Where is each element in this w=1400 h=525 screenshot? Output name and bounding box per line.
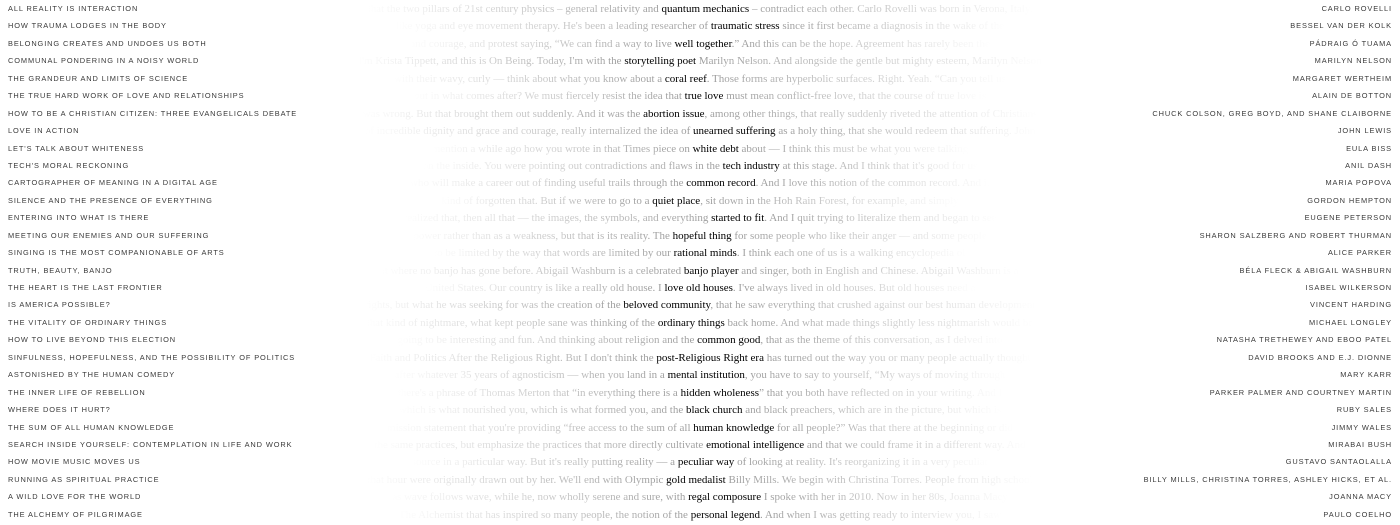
episode-guest[interactable]: RUBY SALES: [1336, 405, 1392, 415]
episode-title[interactable]: SINGING IS THE MOST COMPANIONABLE OF ARTS: [8, 248, 225, 258]
episode-guest[interactable]: MIRABAI BUSH: [1328, 439, 1392, 449]
transcript-excerpt: [0, 72, 1400, 87]
excerpt-before: the same practices, but emphasize the practices that more directly cultivate: [374, 438, 707, 451]
transcript-excerpt: [0, 316, 1400, 331]
excerpt-keyword[interactable]: human knowledge: [693, 421, 775, 434]
episode-row[interactable]: [0, 437, 1400, 454]
episode-row[interactable]: [0, 332, 1400, 349]
episode-title[interactable]: SINFULNESS, HOPEFULNESS, AND THE POSSIBILITY OF POLITICS: [8, 352, 296, 362]
episode-guest[interactable]: PARKER PALMER AND COURTNEY MARTIN: [1209, 387, 1392, 397]
excerpt-before: mission statement that you're providing “free access to the sum of all: [387, 421, 694, 434]
episode-title[interactable]: THE VITALITY OF ORDINARY THINGS: [8, 317, 168, 327]
episode-guest[interactable]: BESSEL VAN DER KOLK: [1290, 21, 1392, 31]
excerpt-after: . And I love this notion of the common record. And it: [755, 177, 990, 190]
episode-title[interactable]: HOW MOVIE MUSIC MOVES US: [8, 457, 141, 467]
episode-title[interactable]: CARTOGRAPHER OF MEANING IN A DIGITAL AGE: [8, 178, 218, 188]
episode-row[interactable]: [0, 228, 1400, 245]
excerpt-before: there's a phrase of Thomas Merton that “in everything there is a: [397, 386, 681, 399]
episode-title[interactable]: THE TRUE HARD WORK OF LOVE AND RELATIONSHIPS: [8, 91, 245, 101]
excerpt-after: has turned out the way you or many people actually thought: [763, 351, 1031, 364]
transcript-excerpt: [0, 368, 1400, 383]
episode-row[interactable]: [0, 88, 1400, 105]
excerpt-after: , among other things, that really suddenly riveted the attention of Christians: [704, 107, 1038, 120]
excerpt-after: , you have to say to yourself, “My ways of moving through: [744, 369, 1006, 382]
excerpt-keyword[interactable]: beloved community: [623, 299, 711, 312]
episode-row[interactable]: [0, 367, 1400, 384]
excerpt-keyword[interactable]: tech industry: [722, 159, 780, 172]
transcript-excerpt: [0, 386, 1400, 401]
episode-guest[interactable]: JIMMY WALES: [1331, 422, 1392, 432]
excerpt-keyword[interactable]: started to fit: [711, 212, 765, 225]
episode-row[interactable]: [0, 472, 1400, 489]
excerpt-keyword[interactable]: well together: [674, 37, 732, 50]
excerpt-after: as a holy thing, that she would redeem that suffering. John: [775, 125, 1036, 138]
excerpt-before: as wave follows wave, while he, now wholly serene and sure, with: [392, 491, 689, 504]
episode-guest[interactable]: MARILYN NELSON: [1314, 56, 1392, 66]
episode-guest[interactable]: MARGARET WERTHEIM: [1292, 73, 1392, 83]
episode-guest[interactable]: DAVID BROOKS AND E.J. DIONNE: [1248, 352, 1392, 362]
excerpt-before: it where no banjo has gone before. Abigail Washburn is a celebrated: [381, 264, 684, 277]
episode-title[interactable]: THE HEART IS THE LAST FRONTIER: [8, 283, 163, 292]
excerpt-after: about — I think this must be what you were talking: [738, 142, 969, 155]
episode-row[interactable]: [0, 263, 1400, 280]
episode-row[interactable]: [0, 350, 1400, 367]
episode-row[interactable]: [0, 36, 1400, 53]
excerpt-before: and courage, and protest saying, “We can find a way to live: [410, 37, 675, 50]
excerpt-after: , that he saw everything that crushed against our best human development: [710, 299, 1036, 312]
excerpt-before: Faith and Politics After the Religious Right. But I don't think the: [369, 351, 657, 364]
episode-guest[interactable]: PÁDRAIG Ó TUAMA: [1309, 38, 1392, 48]
excerpt-before: that hour were originally drawn out by her. We'll end with Olympic: [367, 473, 667, 486]
excerpt-before: kind of forgotten that. But if we were to go to a: [441, 194, 653, 207]
episode-guest[interactable]: MARIA POPOVA: [1325, 178, 1392, 188]
episode-guest[interactable]: ISABEL WILKERSON: [1305, 283, 1392, 292]
excerpt-after: for all people?” Was that there at the beginning or did: [774, 421, 1013, 434]
episode-title[interactable]: THE INNER LIFE OF REBELLION: [8, 387, 146, 397]
transcript-excerpt: [0, 229, 1400, 244]
episode-guest[interactable]: EUGENE PETERSON: [1304, 213, 1392, 223]
excerpt-before: United States. Our country is like a really old house. I: [424, 282, 665, 294]
excerpt-before: was wrong. But that brought them out suddenly. And it was the: [362, 107, 644, 120]
excerpt-before: The Alchemist that has inspired so many people, the notion of the: [398, 508, 691, 521]
excerpt-before: on the inside. You were pointing out contradictions and flaws in the: [422, 159, 723, 172]
episode-row[interactable]: [0, 141, 1400, 158]
transcript-excerpt: [0, 298, 1400, 313]
episode-row[interactable]: [0, 210, 1400, 227]
episode-row[interactable]: [0, 245, 1400, 262]
excerpt-after: and black preachers, which are in the picture, but which is: [742, 404, 1002, 417]
excerpt-after: . And when I was getting ready to interview you, I saw: [760, 508, 1002, 521]
episode-title[interactable]: TECH'S MORAL RECKONING: [8, 160, 130, 170]
excerpt-keyword[interactable]: hidden wholeness: [680, 386, 760, 399]
episode-title[interactable]: WHERE DOES IT HURT?: [8, 405, 111, 415]
excerpt-after: I spoke with her in 2010. Now in her 80s, Joanna Macy: [761, 491, 1008, 504]
episode-guest[interactable]: CARLO ROVELLI: [1321, 4, 1392, 13]
episode-guest[interactable]: ALICE PARKER: [1327, 248, 1392, 258]
episode-guest[interactable]: MARY KARR: [1340, 370, 1392, 380]
excerpt-before: realized that, then all that — the images, the symbols, and everything: [403, 212, 712, 225]
excerpt-before: that the two pillars of 21st century physics – general relativity and: [367, 3, 662, 15]
transcript-excerpt: [0, 159, 1400, 174]
episode-title[interactable]: IS AMERICA POSSIBLE?: [8, 300, 111, 310]
episode-title[interactable]: SEARCH INSIDE YOURSELF: CONTEMPLATION IN LIFE AND WORK: [8, 439, 293, 449]
episode-guest[interactable]: BILLY MILLS, CHRISTINA TORRES, ASHLEY HICKS, ET AL.: [1143, 474, 1392, 484]
transcript-excerpt: [0, 508, 1400, 523]
episode-title[interactable]: ALL REALITY IS INTERACTION: [8, 4, 139, 13]
transcript-excerpt: [0, 490, 1400, 505]
excerpt-keyword[interactable]: banjo player: [683, 264, 739, 277]
transcript-excerpt: [0, 281, 1400, 296]
excerpt-keyword[interactable]: black church: [685, 404, 743, 417]
episode-title[interactable]: ASTONISHED BY THE HUMAN COMEDY: [8, 370, 176, 380]
episode-title[interactable]: TRUTH, BEAUTY, BANJO: [8, 265, 113, 275]
episode-guest[interactable]: ALAIN DE BOTTON: [1312, 91, 1392, 101]
excerpt-keyword[interactable]: common record: [686, 177, 756, 190]
excerpt-before: who will make a career out of finding useful trails through the: [410, 177, 687, 190]
excerpt-after: Marilyn Nelson. And alongside the gentle but mighty esteem, Marilyn Nelson: [696, 55, 1042, 68]
episode-row[interactable]: [0, 106, 1400, 123]
excerpt-after: . I think each one of us is a walking encyclopedia of: [736, 247, 966, 260]
episode-row[interactable]: [0, 175, 1400, 192]
episode-row[interactable]: [0, 1, 1400, 18]
excerpt-before: that kind of nightmare, what kept people sane was thinking of the: [366, 316, 658, 329]
episode-row[interactable]: [0, 402, 1400, 419]
episode-guest[interactable]: BÉLA FLECK & ABIGAIL WASHBURN: [1239, 265, 1392, 275]
excerpt-after: Billy Mills. We begin with Christina Torres. People from high school: [725, 473, 1033, 486]
excerpt-keyword[interactable]: hopeful thing: [672, 229, 732, 242]
episode-row[interactable]: [0, 420, 1400, 437]
episode-row[interactable]: [0, 385, 1400, 402]
episode-guest[interactable]: VINCENT HARDING: [1310, 300, 1392, 310]
episode-row[interactable]: [0, 193, 1400, 210]
episode-guest[interactable]: JOHN LEWIS: [1337, 126, 1392, 136]
episode-row[interactable]: [0, 315, 1400, 332]
episode-guest[interactable]: NATASHA TRETHEWEY AND EBOO PATEL: [1216, 335, 1392, 345]
excerpt-after: . And I quit trying to literalize them and began to see: [764, 212, 997, 225]
excerpt-keyword[interactable]: ordinary things: [657, 316, 725, 329]
episode-title[interactable]: THE ALCHEMY OF PILGRIMAGE: [8, 509, 143, 519]
excerpt-keyword[interactable]: rational minds: [673, 247, 737, 260]
episode-row[interactable]: [0, 18, 1400, 35]
episode-title[interactable]: THE SUM OF ALL HUMAN KNOWLEDGE: [8, 422, 175, 432]
episode-row[interactable]: [0, 297, 1400, 314]
episode-title[interactable]: HOW TRAUMA LODGES IN THE BODY: [8, 21, 167, 31]
episode-row[interactable]: [0, 158, 1400, 175]
transcript-excerpt: [0, 37, 1400, 52]
excerpt-before: after whatever 35 years of agnosticism — when you land in a: [394, 369, 668, 382]
excerpt-keyword[interactable]: traumatic stress: [710, 20, 780, 33]
excerpt-after: , that as the theme of this conversation, as I delved into: [760, 334, 1003, 347]
transcript-excerpt: [0, 54, 1400, 69]
transcript-excerpt: [0, 403, 1400, 418]
episode-title[interactable]: MEETING OUR ENEMIES AND OUR SUFFERING: [8, 230, 210, 240]
excerpt-keyword[interactable]: common good: [697, 334, 761, 347]
excerpt-keyword[interactable]: quiet place: [652, 194, 701, 207]
transcript-excerpt: [0, 333, 1400, 348]
excerpt-before: but in what comes after? We must fiercely resist the idea that: [413, 90, 685, 103]
excerpt-after: of looking at reality. It's reorganizing it in a very peculiar: [734, 456, 989, 469]
excerpt-before: power rather than as a weakness, but that is its reality. The: [413, 229, 673, 242]
excerpt-after: since it first became a diagnosis in the wake of the: [779, 20, 1005, 33]
excerpt-before: like yoga and eye movement therapy. He's been a leading researcher of: [395, 20, 711, 33]
episode-title[interactable]: THE GRANDEUR AND LIMITS OF SCIENCE: [8, 73, 189, 83]
episode-row[interactable]: [0, 71, 1400, 88]
excerpt-after: . I've always lived in old houses. But old houses need a: [732, 282, 976, 294]
episode-title[interactable]: BELONGING CREATES AND UNDOES US BOTH: [8, 38, 207, 48]
episode-title[interactable]: LET'S TALK ABOUT WHITENESS: [8, 143, 145, 153]
excerpt-after: back home. And what made things slightly less nightmarish would be: [724, 316, 1034, 329]
excerpt-keyword[interactable]: peculiar way: [677, 456, 735, 469]
transcript-excerpt: [0, 455, 1400, 470]
episode-row[interactable]: [0, 489, 1400, 506]
excerpt-after: at this stage. And I think that it's good for us: [779, 159, 978, 172]
episode-guest[interactable]: MICHAEL LONGLEY: [1308, 317, 1392, 327]
excerpt-keyword[interactable]: love old houses: [664, 282, 733, 294]
excerpt-keyword[interactable]: storytelling poet: [624, 55, 697, 68]
transcript-excerpt: [0, 142, 1400, 157]
episode-title[interactable]: HOW TO LIVE BEYOND THIS ELECTION: [8, 335, 177, 345]
excerpt-keyword[interactable]: personal legend: [690, 508, 761, 521]
episode-guest[interactable]: GUSTAVO SANTAOLALLA: [1285, 457, 1392, 467]
excerpt-before: mention a while ago how you wrote in that Times piece on: [431, 142, 693, 155]
excerpt-after: and singer, both in English and Chinese. Abigail Washburn is a: [738, 264, 1019, 277]
excerpt-after: , sit down in the Hoh Rain Forest, for example, and simply: [700, 194, 959, 207]
transcript-excerpt: [0, 2, 1400, 17]
episode-guest[interactable]: EULA BISS: [1346, 143, 1392, 153]
transcript-excerpt: [0, 264, 1400, 279]
excerpt-after: and that we could frame it in a different way. And: [804, 438, 1026, 451]
excerpt-after: – contradict each other. Carlo Rovelli was born in Verona, Italy.: [749, 3, 1033, 15]
excerpt-before: to be limited by the way that words are limited by our: [434, 247, 674, 260]
episode-guest[interactable]: PAULO COELHO: [1323, 509, 1392, 519]
transcript-excerpt: [0, 19, 1400, 34]
excerpt-keyword[interactable]: coral reef: [664, 72, 707, 85]
transcript-excerpt: [0, 421, 1400, 436]
excerpt-after: .” And this can be the hope. Agreement has rarely been the: [731, 37, 990, 50]
episode-title[interactable]: HOW TO BE A CHRISTIAN CITIZEN: THREE EVANGELICALS DEBATE: [8, 108, 298, 118]
episode-title[interactable]: RUNNING AS SPIRITUAL PRACTICE: [8, 474, 160, 484]
excerpt-after: . Those forms are hyperbolic surfaces. Right. Yeah. “Can you tell us: [706, 72, 1006, 85]
episode-guest[interactable]: CHUCK COLSON, GREG BOYD, AND SHANE CLAIBORNE: [1152, 108, 1392, 118]
excerpt-before: going to be interesting and fun. And thinking about religion and the: [397, 334, 698, 347]
excerpt-keyword[interactable]: white debt: [692, 142, 739, 155]
excerpt-before: rights, but what he was seeking for was the creation of the: [364, 299, 624, 312]
excerpt-after: ” that you both have reflected on in your writing. And I: [759, 386, 1003, 399]
episode-title[interactable]: SILENCE AND THE PRESENCE OF EVERYTHING: [8, 195, 213, 205]
excerpt-before: of incredible dignity and grace and courage, really internalized the idea of: [364, 125, 693, 138]
episode-guest[interactable]: GORDON HEMPTON: [1307, 195, 1392, 205]
excerpt-keyword[interactable]: quantum mechanics: [661, 3, 750, 15]
excerpt-keyword[interactable]: regal composure: [688, 491, 762, 504]
excerpt-before: source in a particular way. But it's really putting reality — a: [411, 456, 678, 469]
excerpt-keyword[interactable]: emotional intelligence: [706, 438, 805, 451]
excerpt-before: I'm Krista Tippett, and this is On Being. Today, I'm with the: [358, 55, 625, 68]
episode-row[interactable]: [0, 280, 1400, 297]
episode-guest[interactable]: SHARON SALZBERG AND ROBERT THURMAN: [1199, 230, 1392, 240]
excerpt-keyword[interactable]: mental institution: [667, 369, 745, 382]
transcript-excerpt: [0, 124, 1400, 139]
episode-title[interactable]: ENTERING INTO WHAT IS THERE: [8, 213, 150, 223]
episode-title[interactable]: COMMUNAL PONDERING IN A NOISY WORLD: [8, 56, 200, 66]
excerpt-before: which is what nourished you, which is what formed you, and the: [398, 404, 686, 417]
episode-row[interactable]: [0, 454, 1400, 471]
episode-guest[interactable]: ANIL DASH: [1345, 160, 1392, 170]
excerpt-before: with their wavy, curly — think about what you know about a: [394, 72, 665, 85]
excerpt-keyword[interactable]: abortion issue: [643, 107, 705, 120]
episode-row[interactable]: [0, 123, 1400, 140]
episode-row[interactable]: [0, 53, 1400, 70]
excerpt-after: must mean conflict-free love, that the course of true love is: [723, 90, 987, 103]
excerpt-after: for some people who like their anger — and some people: [731, 229, 987, 242]
excerpt-keyword[interactable]: gold medalist: [666, 473, 726, 486]
excerpt-keyword[interactable]: unearned suffering: [692, 125, 776, 138]
episode-row[interactable]: [0, 507, 1400, 524]
excerpt-keyword[interactable]: post-Religious Right era: [656, 351, 764, 364]
episode-title[interactable]: LOVE IN ACTION: [8, 126, 80, 136]
episode-guest[interactable]: JOANNA MACY: [1329, 492, 1392, 502]
excerpt-keyword[interactable]: true love: [684, 90, 724, 103]
episode-title[interactable]: A WILD LOVE FOR THE WORLD: [8, 492, 142, 502]
transcript-excerpt: [0, 211, 1400, 226]
